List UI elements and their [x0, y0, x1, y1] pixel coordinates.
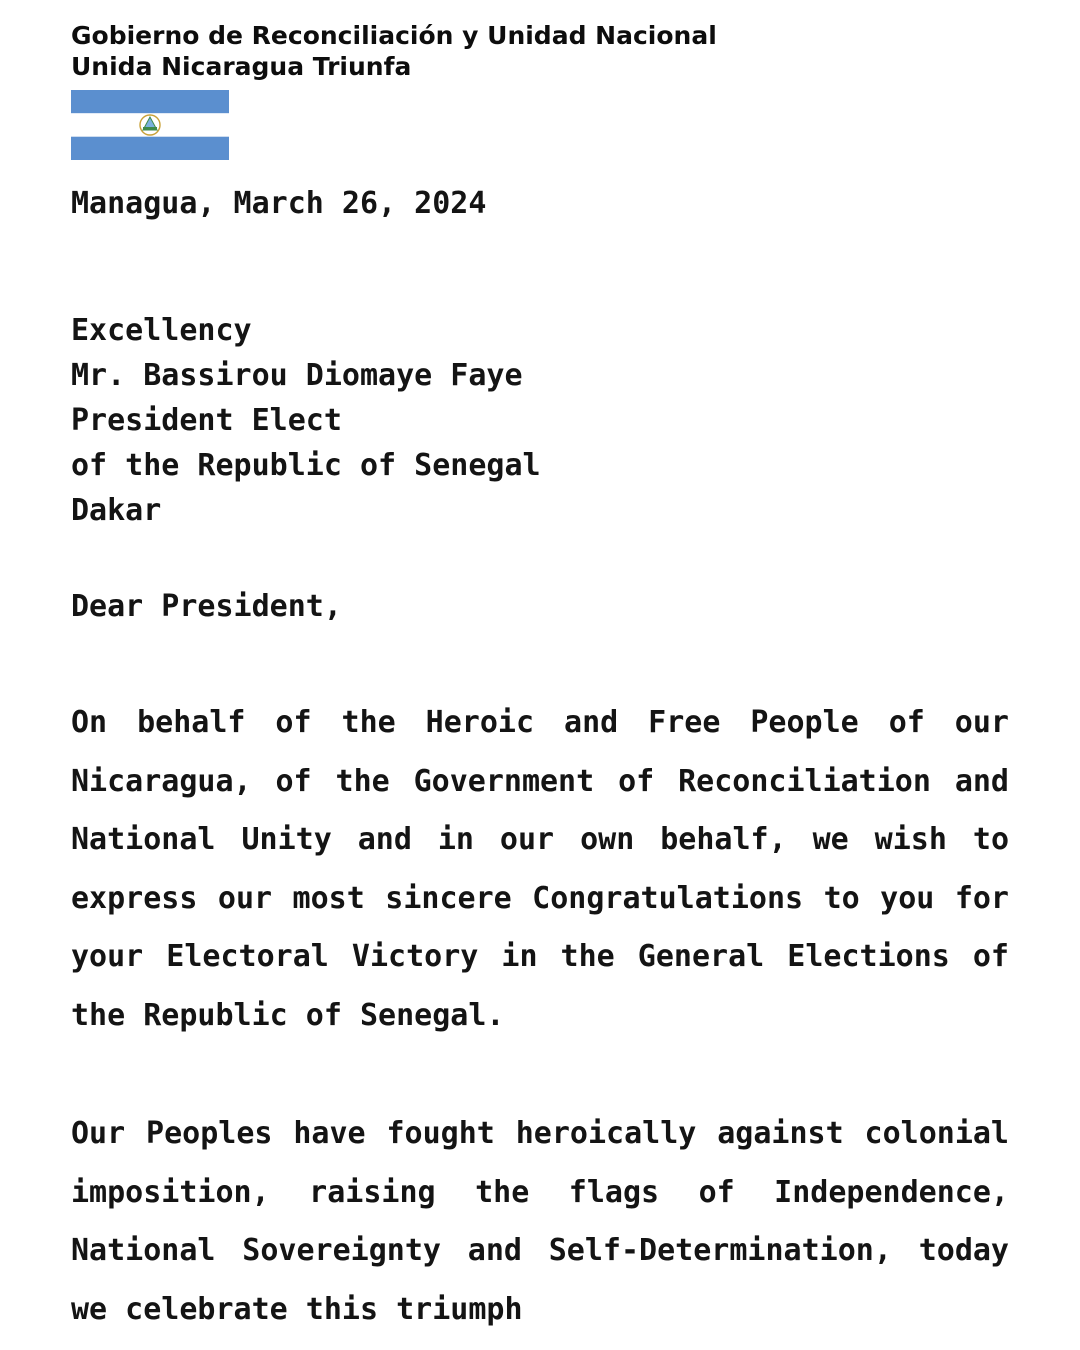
recipient-honorific: Excellency [71, 313, 252, 348]
body-paragraph-1: On behalf of the Heroic and Free People of our Nicaragua, of the Government of Reconciliation and National Unity and in our own behalf, we wish to express our most sincere Congratulations to you for your Electoral Victory in the General Elections of the Republic of Senegal. [71, 705, 1009, 1033]
recipient-block [71, 308, 541, 533]
letterhead-slogan: Unida Nicaragua Triunfa [71, 52, 412, 81]
flag-bottom-stripe [71, 137, 229, 160]
body-paragraph-2: Our Peoples have fought heroically against colonial imposition, raising the flags of Independence, National Sovereignty and Self-Determination, today we celebrate this triumph [71, 1116, 1009, 1327]
letterhead [71, 20, 717, 82]
letter-date: Managua, March 26, 2024 [71, 186, 487, 221]
nicaragua-flag-icon [71, 90, 229, 160]
recipient-city: Dakar [71, 493, 162, 528]
recipient-name: Mr. Bassirou Diomaye Faye [71, 358, 523, 393]
flag-top-stripe [71, 90, 229, 113]
recipient-title: President Elect [71, 403, 342, 438]
letterhead-government-name: Gobierno de Reconciliación y Unidad Nacional [71, 21, 717, 50]
salutation: Dear President, [71, 589, 342, 624]
recipient-country: of the Republic of Senegal [71, 448, 541, 483]
